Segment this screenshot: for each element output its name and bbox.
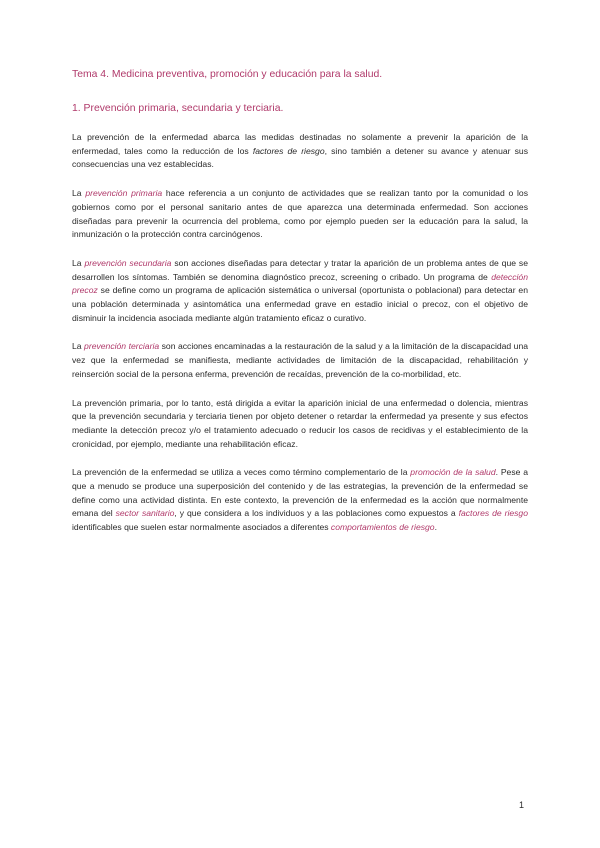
paragraph (72, 131, 528, 172)
paragraph-text: son acciones encaminadas a la restauración de la salud y a la limitación de la discapacidad una vez que la enfermedad se manifiesta, mediante actividades de limitación de la discapacidad, rehabilitación y reinserción social de la persona enferma, prevención de recaídas, prevención de la co-morbilidad, etc. (72, 341, 529, 379)
paragraph (72, 466, 528, 535)
page-number: 1 (518, 800, 524, 810)
paragraph-text: son acciones diseñadas para detectar y tratar la aparición de un problema antes de que se desarrollen los síntomas. También se denomina diagnóstico precoz, screening o cribado. Un programa de (72, 257, 528, 282)
paragraph-text: La (72, 188, 86, 199)
paragraph-text: . Pese a que a menudo se produce una superposición del contenido y de las estrategias, la prevención de la enfermedad se define como una actividad distinta. En este contexto, la prevención de la enfermedad es la acción que normalmente emana del (72, 467, 528, 519)
paragraph-text: identificables que suelen estar normalmente asociados a diferentes (72, 522, 331, 533)
document-title: Tema 4. Medicina preventiva, promoción y educación para la salud. (72, 69, 383, 80)
paragraph-text: , y que considera a los individuos y a las poblaciones como expuestos a (174, 508, 459, 519)
key-term: comportamientos de riesgo (330, 522, 435, 533)
key-term: detección precoz (72, 271, 528, 296)
paragraph-text: La (72, 341, 85, 352)
paragraph (72, 397, 528, 452)
paragraph-text: La prevención de la enfermedad abarca las medidas destinadas no solamente a prevenir la aparición de la enfermedad, tales como la reducción de los (72, 132, 528, 156)
key-term: sector sanitario (115, 508, 175, 519)
paragraph-text: . (434, 522, 437, 533)
paragraph-text: , sino también a detener su avance y atenuar sus consecuencias una vez establecidas. (72, 145, 529, 170)
section-heading: 1. Prevención primaria, secundaria y terciaria. (72, 103, 284, 114)
paragraph (72, 187, 528, 242)
key-term: prevención primaria (85, 188, 163, 199)
paragraph (72, 257, 528, 326)
paragraph-text: La prevención de la enfermedad se utiliza a veces como término complementario de la (72, 467, 411, 478)
paragraph-text: La (72, 257, 85, 268)
paragraph (72, 340, 528, 381)
paragraph-text: se define como un programa de aplicación sistemática o universal (oportunista o poblacional) para detectar en una población determinada y asintomática una enfermedad grave en estadio inicial o precoz, con el objetivo de disminuir la incidencia asociada mediante algún tratamiento eficaz o curativo. (72, 285, 528, 323)
emphasis-text: factores de riesgo (252, 145, 325, 156)
key-term: factores de riesgo (458, 508, 528, 519)
page-content (72, 68, 528, 550)
key-term: prevención secundaria (84, 257, 172, 268)
paragraph-text: hace referencia a un conjunto de actividades que se realizan tanto por la comunidad o los gobiernos como por el personal sanitario antes de que aparezca una determinada enfermedad. Son acciones diseñadas para prevenir la ocurrencia del problema, como por ejemplo pueden ser la educación para la salud, la inmunización o la protección contra carcinógenos. (72, 188, 529, 240)
key-term: prevención terciaria (84, 341, 160, 352)
paragraph-text: La prevención primaria, por lo tanto, está dirigida a evitar la aparición inicial de una enfermedad o dolencia, mientras que la prevención secundaria y terciaria tienen por objeto detener o retardar la enfermedad ya presente y sus efectos mediante la detección precoz y/o el tratamiento adecuado o reducir los casos de recidivas y el establecimiento de la cronicidad, por ejemplo, mediante una rehabilitación eficaz. (72, 397, 528, 449)
key-term: promoción de la salud (410, 467, 496, 478)
